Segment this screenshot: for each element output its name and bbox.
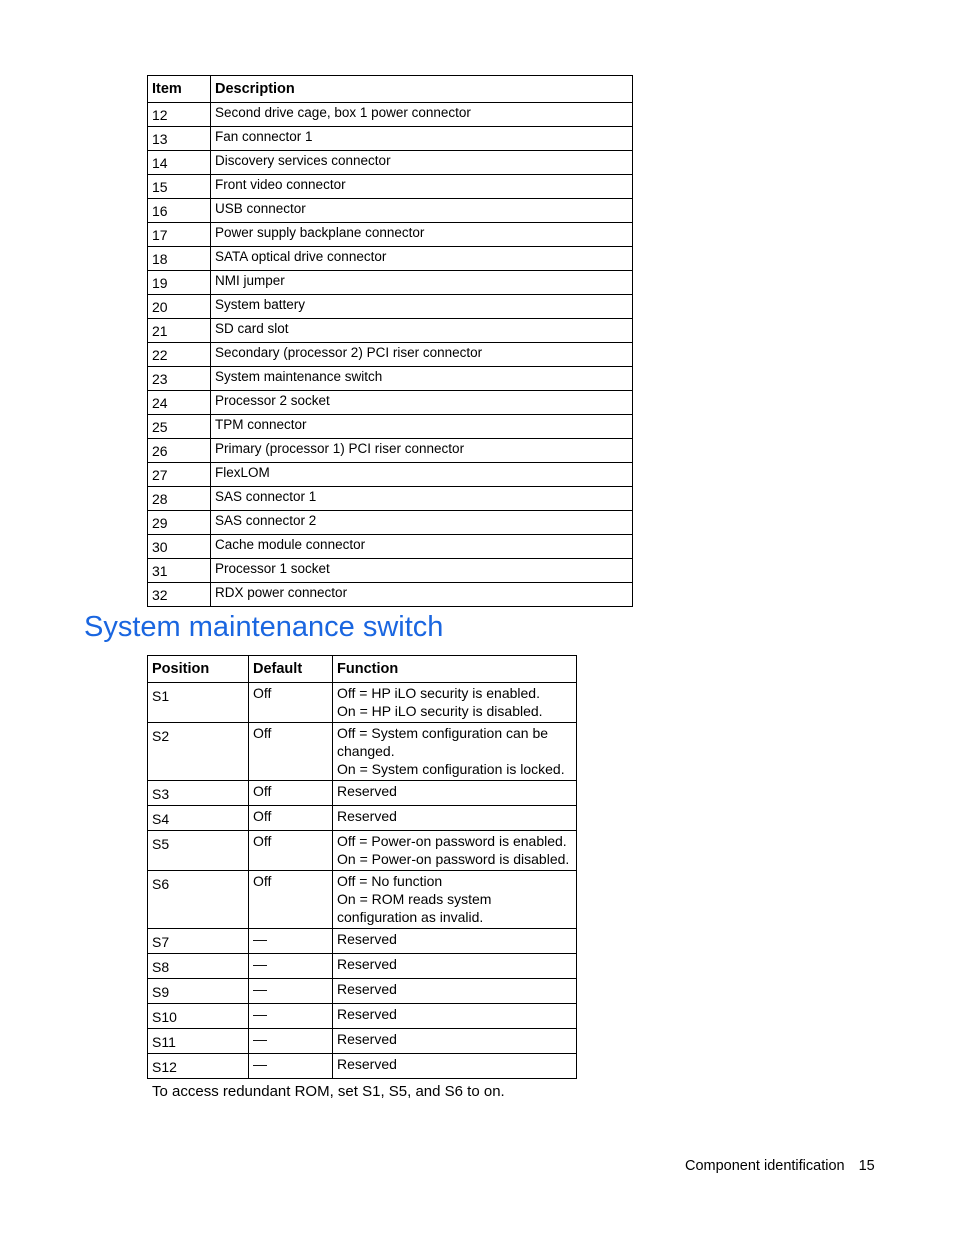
table-row: [148, 781, 577, 806]
item-description: SD card slot: [211, 319, 633, 343]
table-row: [148, 683, 577, 723]
switch-position: S12: [148, 1054, 249, 1079]
item-number: 14: [148, 151, 211, 175]
switch-function: [333, 979, 577, 1004]
table-row: [148, 175, 633, 199]
table-row: [148, 487, 633, 511]
header-function: Function: [333, 656, 577, 683]
switch-function: [333, 781, 577, 806]
function-line: Reserved: [337, 931, 397, 947]
table-row: [148, 831, 577, 871]
item-description: Cache module connector: [211, 535, 633, 559]
item-number: 30: [148, 535, 211, 559]
switch-default: —: [249, 1054, 333, 1079]
items-table: [147, 75, 633, 607]
table-row: [148, 723, 577, 781]
table-row: [148, 127, 633, 151]
switch-default: Off: [249, 723, 333, 781]
item-number: 18: [148, 247, 211, 271]
switch-position: S2: [148, 723, 249, 781]
table-row: [148, 929, 577, 954]
switch-header-row: [148, 656, 577, 683]
item-number: 27: [148, 463, 211, 487]
table-row: [148, 295, 633, 319]
function-line: Off = No function: [337, 873, 443, 889]
item-description: Front video connector: [211, 175, 633, 199]
item-description: RDX power connector: [211, 583, 633, 607]
item-description: SAS connector 2: [211, 511, 633, 535]
function-line: On = System configuration is locked.: [337, 761, 565, 777]
item-number: 19: [148, 271, 211, 295]
table-row: [148, 247, 633, 271]
switch-default: —: [249, 1004, 333, 1029]
item-number: 29: [148, 511, 211, 535]
item-description: Discovery services connector: [211, 151, 633, 175]
item-number: 25: [148, 415, 211, 439]
item-description: System maintenance switch: [211, 367, 633, 391]
switch-position: S3: [148, 781, 249, 806]
table-row: [148, 1054, 577, 1079]
switch-table: [147, 655, 577, 1079]
item-description: Fan connector 1: [211, 127, 633, 151]
table-row: [148, 535, 633, 559]
item-number: 24: [148, 391, 211, 415]
table-row: [148, 199, 633, 223]
page-number: 15: [858, 1158, 875, 1174]
switch-position: S5: [148, 831, 249, 871]
switch-default: —: [249, 954, 333, 979]
table-row: [148, 103, 633, 127]
function-line: Off = Power-on password is enabled.: [337, 833, 567, 849]
header-item: Item: [148, 76, 211, 103]
switch-default: Off: [249, 781, 333, 806]
switch-default: —: [249, 1029, 333, 1054]
item-description: Processor 2 socket: [211, 391, 633, 415]
table-row: [148, 319, 633, 343]
table-row: [148, 583, 633, 607]
item-number: 21: [148, 319, 211, 343]
table-row: [148, 871, 577, 929]
switch-position: S7: [148, 929, 249, 954]
switch-position: S11: [148, 1029, 249, 1054]
item-number: 17: [148, 223, 211, 247]
header-default: Default: [249, 656, 333, 683]
switch-default: Off: [249, 831, 333, 871]
function-line: Reserved: [337, 981, 397, 997]
function-line: Reserved: [337, 956, 397, 972]
switch-position: S4: [148, 806, 249, 831]
switch-function: [333, 1029, 577, 1054]
switch-default: Off: [249, 683, 333, 723]
function-line: Off = System configuration can be changed.: [337, 725, 549, 759]
item-number: 13: [148, 127, 211, 151]
item-description: Power supply backplane connector: [211, 223, 633, 247]
item-description: TPM connector: [211, 415, 633, 439]
switch-function: [333, 683, 577, 723]
switch-function: [333, 1004, 577, 1029]
note-text: To access redundant ROM, set S1, S5, and S6 to on.: [152, 1083, 505, 1100]
function-line: On = HP iLO security is disabled.: [337, 703, 543, 719]
function-line: Reserved: [337, 1056, 397, 1072]
function-line: On = Power-on password is disabled.: [337, 851, 570, 867]
switch-function: [333, 831, 577, 871]
table-row: [148, 511, 633, 535]
items-header-row: [148, 76, 633, 103]
function-line: On = ROM reads system configuration as invalid.: [337, 891, 492, 925]
switch-position: S10: [148, 1004, 249, 1029]
switch-default: Off: [249, 806, 333, 831]
function-line: Reserved: [337, 808, 397, 824]
item-description: SAS connector 1: [211, 487, 633, 511]
table-row: [148, 343, 633, 367]
table-row: [148, 271, 633, 295]
table-row: [148, 223, 633, 247]
item-description: SATA optical drive connector: [211, 247, 633, 271]
table-row: [148, 979, 577, 1004]
table-row: [148, 1004, 577, 1029]
table-row: [148, 415, 633, 439]
switch-function: [333, 871, 577, 929]
item-description: NMI jumper: [211, 271, 633, 295]
item-description: FlexLOM: [211, 463, 633, 487]
function-line: Off = HP iLO security is enabled.: [337, 685, 540, 701]
item-description: USB connector: [211, 199, 633, 223]
item-number: 28: [148, 487, 211, 511]
table-row: [148, 1029, 577, 1054]
item-number: 12: [148, 103, 211, 127]
table-row: [148, 439, 633, 463]
switch-position: S8: [148, 954, 249, 979]
item-number: 32: [148, 583, 211, 607]
switch-function: [333, 723, 577, 781]
switch-default: Off: [249, 871, 333, 929]
function-line: Reserved: [337, 1031, 397, 1047]
function-line: Reserved: [337, 783, 397, 799]
item-number: 20: [148, 295, 211, 319]
table-row: [148, 463, 633, 487]
item-number: 16: [148, 199, 211, 223]
table-row: [148, 559, 633, 583]
footer-section: Component identification: [685, 1158, 845, 1174]
item-description: Primary (processor 1) PCI riser connector: [211, 439, 633, 463]
item-description: Secondary (processor 2) PCI riser connector: [211, 343, 633, 367]
switch-function: [333, 929, 577, 954]
switch-position: S6: [148, 871, 249, 929]
item-number: 26: [148, 439, 211, 463]
table-row: [148, 151, 633, 175]
switch-position: S1: [148, 683, 249, 723]
switch-function: [333, 954, 577, 979]
item-number: 23: [148, 367, 211, 391]
switch-default: —: [249, 979, 333, 1004]
header-position: Position: [148, 656, 249, 683]
table-row: [148, 806, 577, 831]
section-title: System maintenance switch: [84, 611, 444, 643]
header-description: Description: [211, 76, 633, 103]
table-row: [148, 367, 633, 391]
switch-position: S9: [148, 979, 249, 1004]
item-description: System battery: [211, 295, 633, 319]
switch-default: —: [249, 929, 333, 954]
switch-function: [333, 806, 577, 831]
function-line: Reserved: [337, 1006, 397, 1022]
item-number: 15: [148, 175, 211, 199]
table-row: [148, 391, 633, 415]
item-description: Processor 1 socket: [211, 559, 633, 583]
switch-function: [333, 1054, 577, 1079]
item-number: 31: [148, 559, 211, 583]
item-description: Second drive cage, box 1 power connector: [211, 103, 633, 127]
table-row: [148, 954, 577, 979]
item-number: 22: [148, 343, 211, 367]
page-footer: [685, 1158, 875, 1174]
